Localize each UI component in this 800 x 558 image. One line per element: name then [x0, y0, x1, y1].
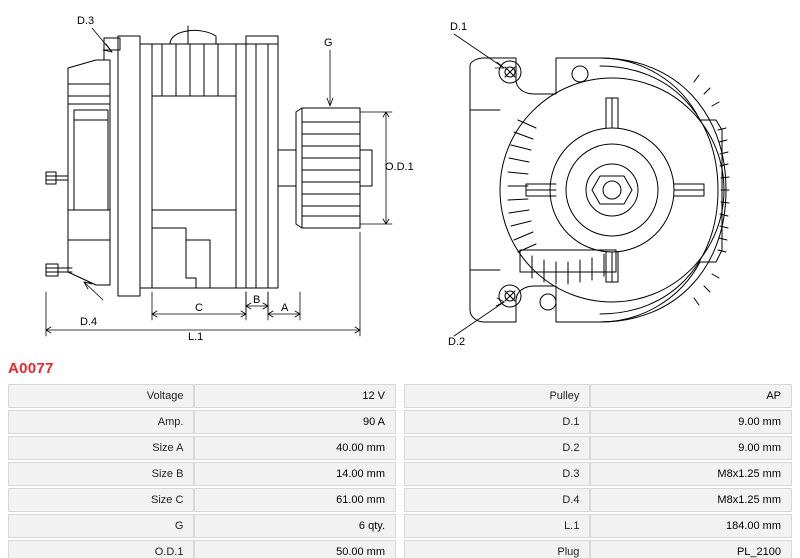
spec-value: 6 qty. [194, 514, 396, 538]
specification-tables [8, 382, 792, 558]
spec-label: Size A [8, 436, 194, 460]
label-a: A [281, 302, 289, 314]
table-row [8, 514, 396, 538]
spec-value: 50.00 mm [194, 540, 396, 558]
table-row [8, 540, 396, 558]
table-row [8, 462, 396, 486]
label-b: B [253, 294, 261, 306]
spec-value: 61.00 mm [194, 488, 396, 512]
spec-value: AP [590, 384, 792, 408]
label-d1: D.1 [450, 21, 468, 33]
spec-value: 184.00 mm [590, 514, 792, 538]
spec-value: 90 A [194, 410, 396, 434]
spec-value: 12 V [194, 384, 396, 408]
table-row [8, 436, 396, 460]
spec-value: PL_2100 [590, 540, 792, 558]
spec-label: L.1 [404, 514, 590, 538]
end-view-group [470, 58, 729, 322]
table-row [404, 462, 792, 486]
table-row [404, 436, 792, 460]
label-d2: D.2 [448, 336, 466, 348]
table-row [404, 384, 792, 408]
spec-label: Voltage [8, 384, 194, 408]
end-view-leaders [454, 34, 504, 336]
table-row [404, 540, 792, 558]
label-c: C [195, 302, 203, 314]
spec-label: D.3 [404, 462, 590, 486]
spec-label: D.2 [404, 436, 590, 460]
spec-label: Size B [8, 462, 194, 486]
spec-table-left [8, 382, 396, 558]
label-od1: O.D.1 [385, 161, 414, 173]
spec-value: M8x1.25 mm [590, 462, 792, 486]
spec-label: Pulley [404, 384, 590, 408]
spec-value: 14.00 mm [194, 462, 396, 486]
side-view-group [46, 26, 372, 296]
spec-label: D.4 [404, 488, 590, 512]
spec-label: Plug [404, 540, 590, 558]
spec-value: 9.00 mm [590, 410, 792, 434]
spec-table-right [404, 382, 792, 558]
table-row [404, 488, 792, 512]
spec-value: M8x1.25 mm [590, 488, 792, 512]
spec-value: 9.00 mm [590, 436, 792, 460]
table-row [8, 384, 396, 408]
spec-label: Size C [8, 488, 194, 512]
spec-label: O.D.1 [8, 540, 194, 558]
spec-label: G [8, 514, 194, 538]
table-row [404, 410, 792, 434]
label-l1: L.1 [188, 331, 204, 343]
spec-label: D.1 [404, 410, 590, 434]
label-d3: D.3 [77, 15, 95, 27]
spec-label: Amp. [8, 410, 194, 434]
label-g: G [324, 37, 333, 49]
table-row [404, 514, 792, 538]
label-d4: D.4 [80, 316, 98, 328]
table-row [8, 410, 396, 434]
table-row [8, 488, 396, 512]
spec-value: 40.00 mm [194, 436, 396, 460]
part-number: A0077 [8, 360, 54, 377]
